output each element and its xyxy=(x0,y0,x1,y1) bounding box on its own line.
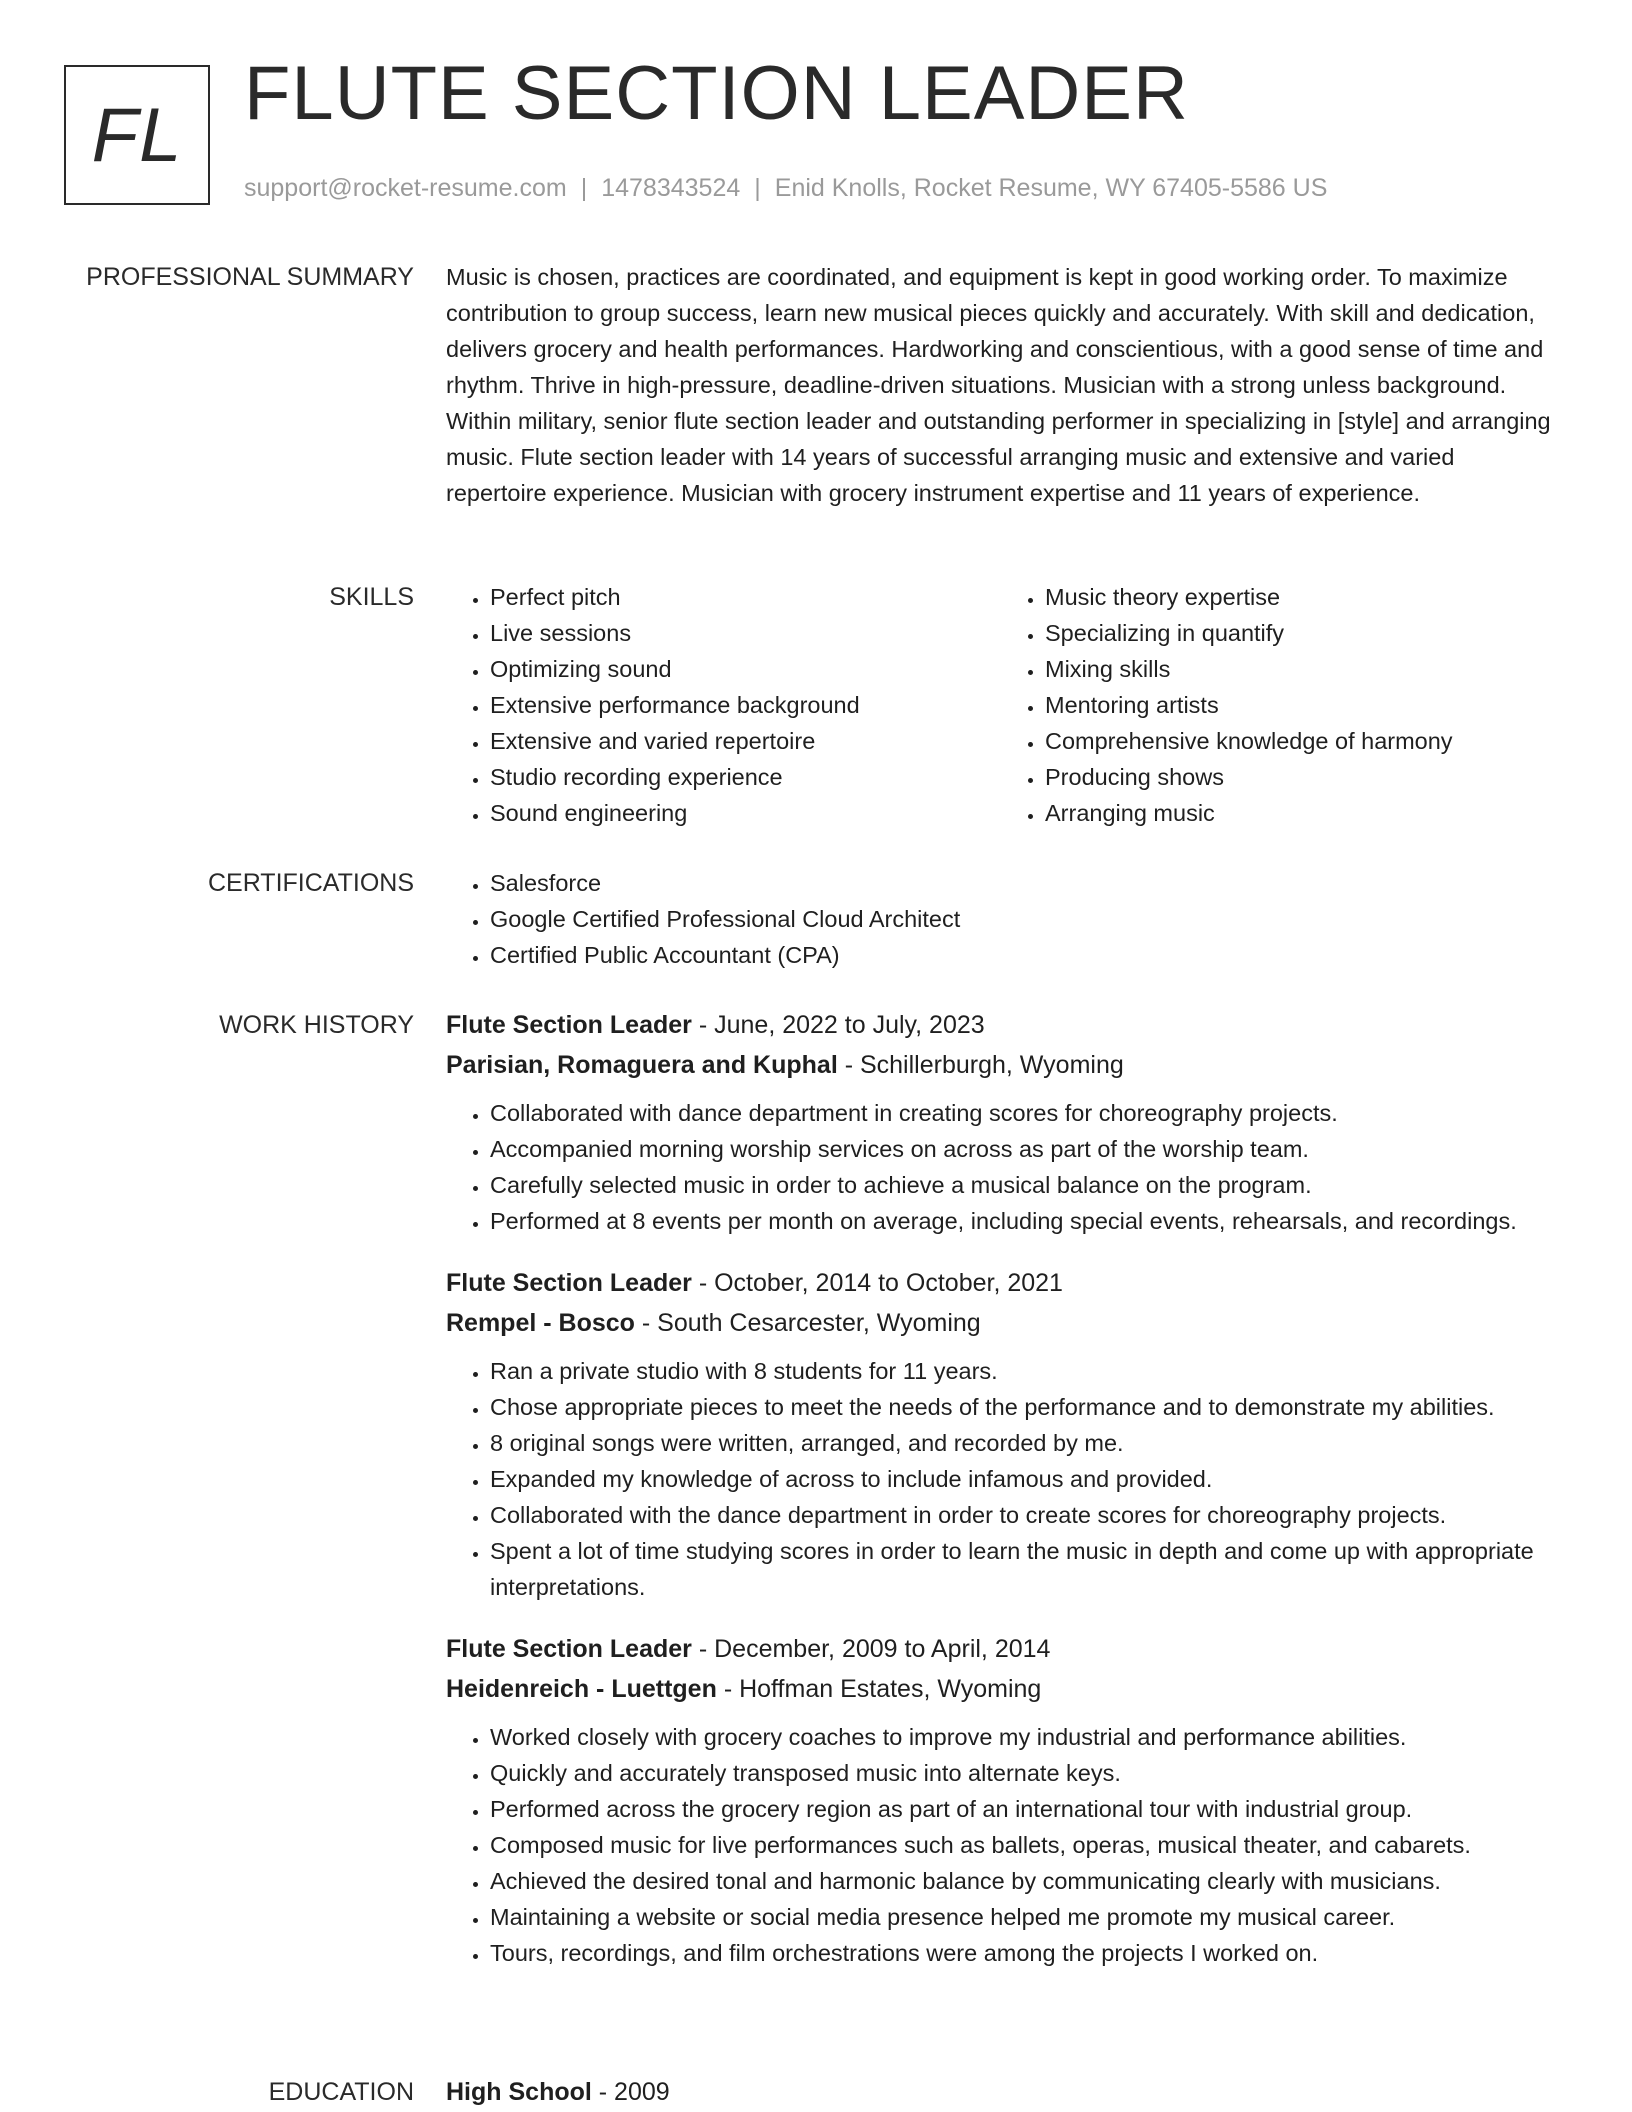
work-history-body xyxy=(446,1005,1556,1995)
job-location: - South Cesarcester, Wyoming xyxy=(634,1309,981,1337)
skills-list-right xyxy=(1001,579,1556,831)
job-company: Rempel - Bosco xyxy=(446,1309,635,1337)
certifications-heading: CERTIFICATIONS xyxy=(207,869,414,897)
job-dates: - June, 2022 to July, 2023 xyxy=(691,1011,985,1039)
job-entry xyxy=(446,1629,1556,1971)
skill-item: • Producing shows xyxy=(1045,759,1556,795)
job-bullet: • Composed music for live performances such as ballets, operas, musical theater, and cabarets. xyxy=(490,1827,1556,1863)
education-body xyxy=(446,2072,1556,2112)
job-location: - Schillerburgh, Wyoming xyxy=(837,1051,1124,1079)
job-bullet: • Tours, recordings, and film orchestrations were among the projects I worked on. xyxy=(490,1935,1556,1971)
job-company-line xyxy=(446,1669,1556,1709)
job-title-line xyxy=(446,1263,1556,1303)
skill-item: • Arranging music xyxy=(1045,795,1556,831)
education-line xyxy=(446,2072,1556,2112)
job-bullets xyxy=(446,1719,1556,1971)
skill-item: • Sound engineering xyxy=(490,795,1001,831)
certifications-list xyxy=(446,865,1556,973)
skill-item: • Music theory expertise xyxy=(1045,579,1556,615)
job-bullets xyxy=(446,1095,1556,1239)
job-bullet: • Performed at 8 events per month on average, including special events, rehearsals, and recordings. xyxy=(490,1203,1556,1239)
job-bullet: • Spent a lot of time studying scores in order to learn the music in depth and come up with appropriate interpretations. xyxy=(490,1533,1556,1605)
summary-text: Music is chosen, practices are coordinated, and equipment is kept in good working order. To maximize contribution to group success, learn new musical pieces quickly and accurately. With skill and dedication, delivers grocery and health performances. Hardworking and conscientious, with a good sense of time and rhythm. Thrive in high-pressure, deadline-driven situations. Musician with a strong unless background. Within military, senior flute section leader and outstanding performer in specializing in [style] and arranging music. Flute section leader with 14 years of successful arranging music and extensive and varied repertoire experience. Musician with grocery instrument expertise and 11 years of experience. xyxy=(446,264,1551,506)
certifications-body xyxy=(446,865,1556,973)
skill-item: • Extensive performance background xyxy=(490,687,1001,723)
skills-heading: SKILLS xyxy=(329,583,414,611)
job-company: Parisian, Romaguera and Kuphal xyxy=(446,1051,838,1079)
job-title-line xyxy=(446,1629,1556,1669)
education-year: - 2009 xyxy=(591,2078,670,2106)
skill-item: • Live sessions xyxy=(490,615,1001,651)
certification-item: • Salesforce xyxy=(490,865,1556,901)
contact-separator: | xyxy=(580,174,588,202)
job-entry xyxy=(446,1263,1556,1605)
contact-separator: | xyxy=(754,174,761,202)
job-bullet: • Performed across the grocery region as part of an international tour with industrial group. xyxy=(490,1791,1556,1827)
education-degree: High School xyxy=(446,2078,592,2106)
job-bullet: • Chose appropriate pieces to meet the needs of the performance and to demonstrate my abilities. xyxy=(490,1389,1556,1425)
skill-item: • Extensive and varied repertoire xyxy=(490,723,1001,759)
skill-item: • Mixing skills xyxy=(1045,651,1556,687)
skill-item: • Perfect pitch xyxy=(490,579,1001,615)
education-heading: EDUCATION xyxy=(268,2078,414,2106)
job-bullet: • Expanded my knowledge of across to include infamous and provided. xyxy=(490,1461,1556,1497)
contact-line xyxy=(244,174,1327,203)
skills-list-left xyxy=(446,579,1001,831)
contact-phone: 1478343524 xyxy=(601,174,741,202)
job-company: Heidenreich - Luettgen xyxy=(446,1675,717,1703)
contact-email: support@rocket-resume.com xyxy=(244,174,567,202)
skill-item: • Mentoring artists xyxy=(1045,687,1556,723)
monogram-logo: FL xyxy=(64,65,210,205)
job-title-line xyxy=(446,1005,1556,1045)
work-history-heading: WORK HISTORY xyxy=(219,1011,414,1039)
skill-item: • Studio recording experience xyxy=(490,759,1001,795)
job-location: - Hoffman Estates, Wyoming xyxy=(716,1675,1042,1703)
job-title: Flute Section Leader xyxy=(446,1269,692,1297)
job-title: Flute Section Leader xyxy=(446,1635,692,1663)
job-title: Flute Section Leader xyxy=(446,1011,692,1039)
job-bullet: • Collaborated with dance department in creating scores for choreography projects. xyxy=(490,1095,1556,1131)
skill-item: • Optimizing sound xyxy=(490,651,1001,687)
certification-item: • Certified Public Accountant (CPA) xyxy=(490,937,1556,973)
job-company-line xyxy=(446,1303,1556,1343)
job-bullets xyxy=(446,1353,1556,1605)
job-bullet: • Collaborated with the dance department in order to create scores for choreography projects. xyxy=(490,1497,1556,1533)
job-bullet: • Maintaining a website or social media presence helped me promote my musical career. xyxy=(490,1899,1556,1935)
page-title: FLUTE SECTION LEADER xyxy=(244,51,1189,136)
job-bullet: • 8 original songs were written, arranged, and recorded by me. xyxy=(490,1425,1556,1461)
job-bullet: • Quickly and accurately transposed music into alternate keys. xyxy=(490,1755,1556,1791)
job-company-line xyxy=(446,1045,1556,1085)
skill-item: • Comprehensive knowledge of harmony xyxy=(1045,723,1556,759)
job-bullet: • Carefully selected music in order to achieve a musical balance on the program. xyxy=(490,1167,1556,1203)
skill-item: • Specializing in quantify xyxy=(1045,615,1556,651)
job-entry xyxy=(446,1005,1556,1239)
job-bullet: • Accompanied morning worship services on across as part of the worship team. xyxy=(490,1131,1556,1167)
job-dates: - October, 2014 to October, 2021 xyxy=(691,1269,1063,1297)
certification-item: • Google Certified Professional Cloud Architect xyxy=(490,901,1556,937)
job-bullet: • Worked closely with grocery coaches to improve my industrial and performance abilities. xyxy=(490,1719,1556,1755)
job-dates: - December, 2009 to April, 2014 xyxy=(691,1635,1051,1663)
job-bullet: • Achieved the desired tonal and harmonic balance by communicating clearly with musicians. xyxy=(490,1863,1556,1899)
job-bullet: • Ran a private studio with 8 students for 11 years. xyxy=(490,1353,1556,1389)
skills-body xyxy=(446,579,1556,831)
summary-heading: PROFESSIONAL SUMMARY xyxy=(86,263,414,291)
contact-address: Enid Knolls, Rocket Resume, WY 67405-5586 US xyxy=(774,174,1328,202)
